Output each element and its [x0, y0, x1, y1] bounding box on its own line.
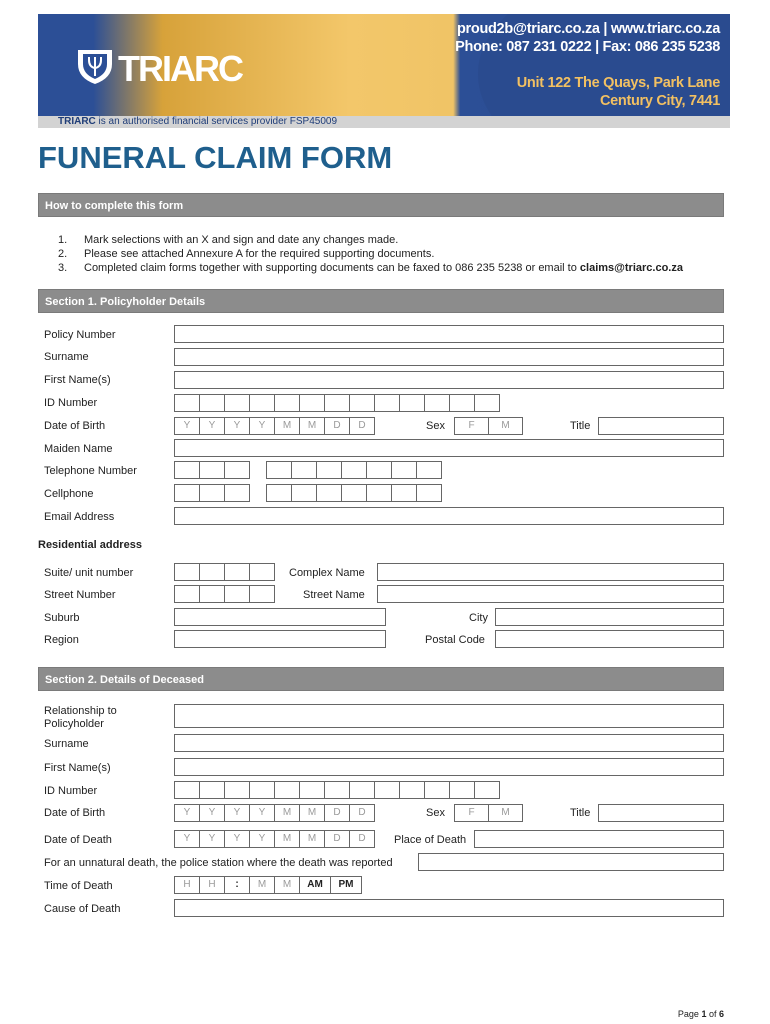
phone-cell[interactable] — [416, 461, 442, 479]
postal-code-label: Postal Code — [425, 634, 485, 646]
id-cell[interactable] — [224, 781, 250, 799]
year-cell[interactable]: Y — [199, 804, 225, 822]
deceased-title-label: Title — [570, 807, 591, 819]
first-names-field[interactable] — [174, 371, 724, 389]
page-prefix: Page — [677, 1009, 702, 1019]
sex-m-checkbox[interactable]: M — [488, 804, 523, 822]
id-cell[interactable] — [399, 394, 425, 412]
street-number-cell[interactable] — [249, 585, 275, 603]
minute-cell[interactable]: M — [249, 876, 275, 894]
police-station-field[interactable] — [418, 853, 724, 871]
month-cell[interactable]: M — [274, 830, 300, 848]
suite-label: Suite/ unit number — [44, 567, 134, 579]
cause-of-death-label: Cause of Death — [44, 903, 121, 915]
claims-email: claims@triarc.co.za — [579, 262, 683, 274]
day-cell[interactable]: D — [349, 830, 375, 848]
id-cell[interactable] — [474, 781, 500, 799]
id-cell[interactable] — [249, 394, 275, 412]
deceased-dob-label: Date of Birth — [44, 807, 106, 819]
maiden-name-field[interactable] — [174, 439, 724, 457]
dob-cells[interactable] — [174, 417, 374, 435]
phone-cell[interactable] — [224, 484, 250, 502]
suite-cells[interactable] — [174, 563, 274, 581]
id-cell[interactable] — [374, 781, 400, 799]
surname-field[interactable] — [174, 348, 724, 366]
phone-cell[interactable] — [416, 484, 442, 502]
email-label: Email Address — [44, 511, 115, 523]
phone-cell[interactable] — [266, 484, 292, 502]
instruction-number: 3. — [58, 262, 68, 274]
suburb-field[interactable] — [174, 608, 386, 626]
year-cell[interactable]: Y — [224, 804, 250, 822]
relationship-field[interactable] — [174, 704, 724, 728]
hour-cell[interactable]: H — [199, 876, 225, 894]
instruction-number: 2. — [58, 248, 68, 260]
id-cell[interactable] — [324, 781, 350, 799]
page-of: of — [706, 1009, 719, 1019]
id-cell[interactable] — [174, 394, 200, 412]
deceased-id-label: ID Number — [44, 785, 98, 797]
time-separator: : — [224, 876, 250, 894]
triarc-logo-text: TRIARC — [118, 48, 242, 89]
email-website: proud2b@triarc.co.za | www.triarc.co.za — [456, 21, 720, 37]
month-cell[interactable]: M — [274, 804, 300, 822]
id-cell[interactable] — [199, 781, 225, 799]
how-to-heading: How to complete this form — [38, 193, 724, 217]
instruction-1 — [58, 234, 398, 247]
id-cell[interactable] — [274, 394, 300, 412]
region-label: Region — [44, 634, 79, 646]
policy-number-label: Policy Number — [44, 329, 116, 341]
phone-fax: Phone: 087 231 0222 | Fax: 086 235 5238 — [455, 39, 720, 55]
sex-f-checkbox[interactable]: F — [454, 804, 489, 822]
time-of-death-cells[interactable] — [174, 876, 361, 894]
street-name-label: Street Name — [303, 589, 365, 601]
phone-cell[interactable] — [291, 461, 317, 479]
street-number-label: Street Number — [44, 589, 116, 601]
telephone-label: Telephone Number — [44, 465, 137, 477]
year-cell[interactable]: Y — [224, 417, 250, 435]
id-number-label: ID Number — [44, 397, 98, 409]
phone-cell[interactable] — [266, 461, 292, 479]
street-name-field[interactable] — [377, 585, 724, 603]
fsp-notice — [58, 116, 337, 128]
year-cell[interactable]: Y — [174, 830, 200, 848]
id-cell[interactable] — [474, 394, 500, 412]
id-cell[interactable] — [349, 781, 375, 799]
date-of-death-cells[interactable] — [174, 830, 374, 848]
deceased-sex-label: Sex — [426, 807, 445, 819]
phone-cell[interactable] — [341, 484, 367, 502]
section2-heading: Section 2. Details of Deceased — [38, 667, 724, 691]
cellphone-area-cells[interactable] — [174, 484, 249, 502]
id-cell[interactable] — [399, 781, 425, 799]
month-cell[interactable]: M — [299, 830, 325, 848]
instruction-3 — [58, 262, 683, 275]
title-label: Title — [570, 420, 591, 432]
city-field[interactable] — [495, 608, 724, 626]
complex-name-field[interactable] — [377, 563, 724, 581]
phone-cell[interactable] — [391, 484, 417, 502]
phone-cell[interactable] — [199, 484, 225, 502]
maiden-name-label: Maiden Name — [44, 443, 113, 455]
hour-cell[interactable]: H — [174, 876, 200, 894]
phone-cell[interactable] — [174, 461, 200, 479]
first-names-label: First Name(s) — [44, 374, 111, 386]
instruction-text: Please see attached Annexure A for the required supporting documents. — [84, 248, 435, 260]
phone-cell[interactable] — [316, 461, 342, 479]
id-cell[interactable] — [274, 781, 300, 799]
year-cell[interactable]: Y — [224, 830, 250, 848]
page-number — [678, 1009, 724, 1019]
place-of-death-label: Place of Death — [394, 834, 467, 846]
phone-cell[interactable] — [199, 461, 225, 479]
id-cell[interactable] — [374, 394, 400, 412]
address-line-1: Unit 122 The Quays, Park Lane — [516, 75, 720, 91]
sex-f-checkbox[interactable]: F — [454, 417, 489, 435]
page-total: 6 — [718, 1009, 724, 1019]
id-cell[interactable] — [299, 394, 325, 412]
id-cell[interactable] — [299, 781, 325, 799]
deceased-surname-field[interactable] — [174, 734, 724, 752]
dob-label: Date of Birth — [44, 420, 106, 432]
triarc-shield-logo — [74, 44, 116, 86]
sex-cells[interactable] — [454, 417, 522, 435]
id-cell[interactable] — [324, 394, 350, 412]
day-cell[interactable]: D — [324, 417, 350, 435]
suite-cell[interactable] — [174, 563, 200, 581]
id-cell[interactable] — [174, 781, 200, 799]
form-title: FUNERAL CLAIM FORM — [38, 140, 393, 175]
id-cell[interactable] — [224, 394, 250, 412]
cellphone-label: Cellphone — [44, 488, 94, 500]
policy-number-field[interactable] — [174, 325, 724, 343]
address-line-2: Century City, 7441 — [599, 93, 720, 109]
instruction-2 — [58, 248, 434, 261]
month-cell[interactable]: M — [299, 804, 325, 822]
cellphone-number-cells[interactable] — [266, 484, 441, 502]
relationship-label: Relationship to Policyholder — [44, 705, 117, 730]
sex-m-checkbox[interactable]: M — [488, 417, 523, 435]
id-cell[interactable] — [449, 394, 475, 412]
instruction-text: Completed claim forms together with supporting documents can be faxed to 086 235 5238 or email to — [84, 262, 580, 274]
place-of-death-field[interactable] — [474, 830, 724, 848]
day-cell[interactable]: D — [324, 804, 350, 822]
year-cell[interactable]: Y — [199, 830, 225, 848]
phone-cell[interactable] — [316, 484, 342, 502]
cause-of-death-field[interactable] — [174, 899, 724, 917]
street-number-cells[interactable] — [174, 585, 274, 603]
suite-cell[interactable] — [249, 563, 275, 581]
sex-label: Sex — [426, 420, 445, 432]
suite-cell[interactable] — [224, 563, 250, 581]
telephone-area-cells[interactable] — [174, 461, 249, 479]
phone-cell[interactable] — [174, 484, 200, 502]
phone-cell[interactable] — [291, 484, 317, 502]
surname-label: Surname — [44, 351, 89, 363]
fsp-text: is an authorised financial services provider FSP45009 — [95, 116, 338, 127]
deceased-id-cells[interactable] — [174, 781, 499, 799]
deceased-surname-label: Surname — [44, 738, 89, 750]
street-number-cell[interactable] — [224, 585, 250, 603]
phone-cell[interactable] — [224, 461, 250, 479]
instruction-number: 1. — [58, 234, 68, 246]
day-cell[interactable]: D — [349, 417, 375, 435]
id-cell[interactable] — [424, 394, 450, 412]
id-cell[interactable] — [349, 394, 375, 412]
id-cell[interactable] — [249, 781, 275, 799]
residential-address-heading: Residential address — [38, 539, 142, 551]
pm-checkbox[interactable]: PM — [330, 876, 362, 894]
phone-cell[interactable] — [391, 461, 417, 479]
phone-cell[interactable] — [366, 461, 392, 479]
city-label: City — [469, 612, 488, 624]
phone-cell[interactable] — [341, 461, 367, 479]
phone-cell[interactable] — [366, 484, 392, 502]
am-checkbox[interactable]: AM — [299, 876, 331, 894]
region-field[interactable] — [174, 630, 386, 648]
deceased-title-field[interactable] — [598, 804, 724, 822]
instruction-text: Mark selections with an X and sign and date any changes made. — [84, 234, 399, 246]
year-cell[interactable]: Y — [249, 830, 275, 848]
deceased-dob-cells[interactable] — [174, 804, 374, 822]
year-cell[interactable]: Y — [174, 804, 200, 822]
deceased-first-names-field[interactable] — [174, 758, 724, 776]
time-of-death-label: Time of Death — [44, 880, 113, 892]
suite-cell[interactable] — [199, 563, 225, 581]
street-number-cell[interactable] — [199, 585, 225, 603]
postal-code-field[interactable] — [495, 630, 724, 648]
year-cell[interactable]: Y — [174, 417, 200, 435]
id-cell[interactable] — [199, 394, 225, 412]
title-field[interactable] — [598, 417, 724, 435]
date-of-death-label: Date of Death — [44, 834, 112, 846]
id-number-cells[interactable] — [174, 394, 499, 412]
year-cell[interactable]: Y — [199, 417, 225, 435]
email-field[interactable] — [174, 507, 724, 525]
year-cell[interactable]: Y — [249, 417, 275, 435]
street-number-cell[interactable] — [174, 585, 200, 603]
suburb-label: Suburb — [44, 612, 80, 624]
page-current: 1 — [701, 1009, 707, 1019]
day-cell[interactable]: D — [324, 830, 350, 848]
complex-name-label: Complex Name — [289, 567, 365, 579]
deceased-first-names-label: First Name(s) — [44, 762, 111, 774]
fsp-brand: TRIARC — [58, 116, 96, 127]
deceased-sex-cells[interactable] — [454, 804, 522, 822]
telephone-number-cells[interactable] — [266, 461, 441, 479]
year-cell[interactable]: Y — [249, 804, 275, 822]
police-station-label: For an unnatural death, the police station where the death was reported — [44, 857, 393, 869]
id-cell[interactable] — [449, 781, 475, 799]
section1-heading: Section 1. Policyholder Details — [38, 289, 724, 313]
day-cell[interactable]: D — [349, 804, 375, 822]
id-cell[interactable] — [424, 781, 450, 799]
month-cell[interactable]: M — [274, 417, 300, 435]
minute-cell[interactable]: M — [274, 876, 300, 894]
month-cell[interactable]: M — [299, 417, 325, 435]
